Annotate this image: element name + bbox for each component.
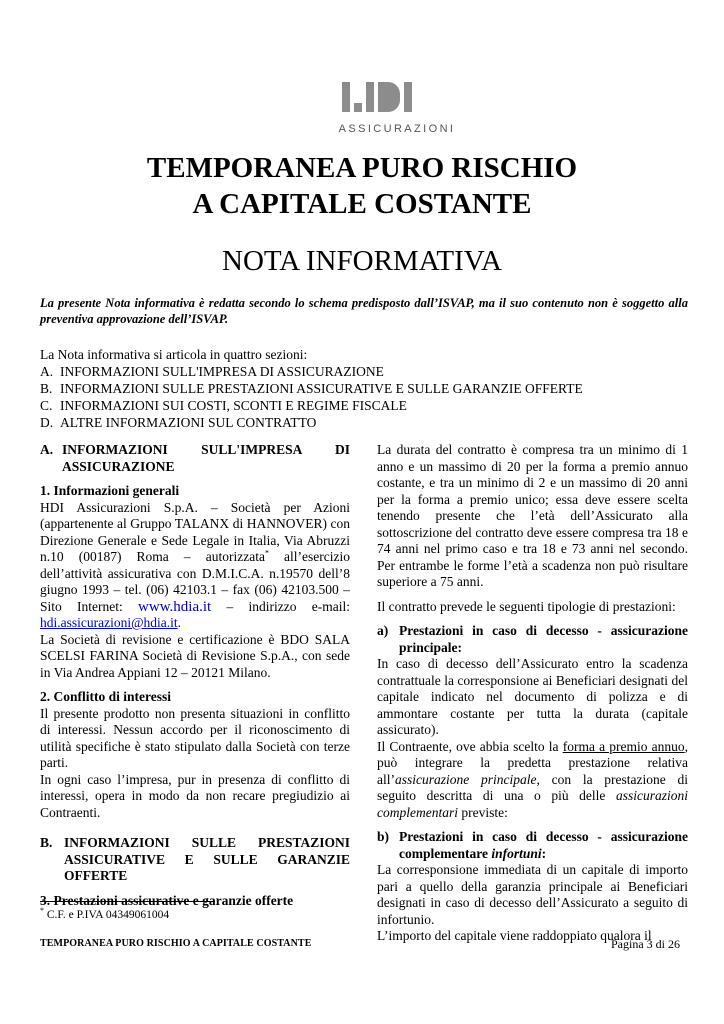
section-item-d: D. ALTRE INFORMAZIONI SUL CONTRATTO	[40, 415, 317, 430]
document-subtitle: NOTA INFORMATIVA	[222, 245, 502, 277]
paragraph-company-info: HDI Assicurazioni S.p.A. – Società per Azioni (appartenente al Gruppo TALANX di HANNOVER) con Direzione Generale e Sede Legale in Italia, Via Abruzzi n.10 (00187) Roma – autorizzata* all’esercizio dell’attività assicurativa con D.M.I.C.A. n.19570 dell’8 giugno 1993 – tel. (06) 42103.1 – fax (06) 42103.500 – Sito Internet: www.hdia.it – indirizzo e-mail: hdi.assicurazioni@hdia.it.	[40, 499, 350, 630]
paragraph-infortuni: La corresponsione immediata di un capitale di importo pari a quello della garanzia principale ai Beneficiari designati in caso di decesso dell’Assicurato a seguito di infortunio.	[377, 862, 688, 927]
section-b-heading: B. INFORMAZIONI SULLE PRESTAZIONI ASSICURATIVE E SULLE GARANZIE OFFERTE	[40, 835, 350, 883]
sections-intro: La Nota informativa si articola in quattro sezioni:	[40, 347, 308, 362]
item-a-heading: a) Prestazioni in caso di decesso - assicurazione principale:	[377, 623, 688, 655]
title-line-1: TEMPORANEA PURO RISCHIO	[146, 152, 578, 184]
footnote: * C.F. e P.IVA 04349061004	[40, 906, 170, 921]
paragraph-raddoppio: L’importo del capitale viene raddoppiato qualora il	[377, 928, 652, 943]
title-line-2: A CAPITALE COSTANTE	[192, 188, 532, 220]
intro-paragraph: La presente Nota informativa è redatta secondo lo schema predisposto dall’ISVAP, ma il suo contenuto non è soggetto alla preventiva approvazione dell’ISVAP.	[40, 296, 688, 326]
company-logo	[0, 82, 724, 135]
paragraph-conflict-2: In ogni caso l’impresa, pur in presenza di conflitto di interessi, opera in modo da non recare pregiudizio ai Contraenti.	[40, 771, 350, 820]
sections-list	[40, 346, 700, 431]
heading-prestazioni: 3. Prestazioni assicurative e garanzie offerte	[40, 892, 294, 908]
section-item-c: C. INFORMAZIONI SUI COSTI, SCONTI E REGIME FISCALE	[40, 398, 407, 413]
right-column	[377, 442, 688, 945]
left-column	[40, 442, 350, 909]
paragraph-decesso: In caso di decesso dell’Assicurato entro la scadenza contrattuale la corresponsione ai Beneficiari designati del capitale indicato nel documento di polizza e di ammontare costante per tutta la durata (capitale assicurato).	[377, 656, 688, 737]
paragraph-durata: La durata del contratto è compresa tra un minimo di 1 anno e un massimo di 20 per la forma a premio annuo costante, e tra un minimo di 2 e un massimo di 20 anni per la forma a premio unico; essa deve essere scelta tenendo presente che l’età dell’Assicurato alla sottoscrizione del contratto deve essere compresa tra 18 e 74 anni nel primo caso e tra 18 e 73 anni nel secondo. Per entrambe le forme l’età a scadenza non può risultare superiore a 75 anni.	[377, 442, 688, 589]
paragraph-tipologie: Il contratto prevede le seguenti tipologie di prestazioni:	[377, 598, 676, 614]
page-number: Pagina 3 di 26	[611, 937, 680, 951]
item-b-heading: b) Prestazioni in caso di decesso - assicurazione complementare infortuni:	[377, 829, 688, 861]
logo-subtitle: ASSICURAZIONI	[338, 123, 456, 135]
document-title	[0, 150, 724, 222]
email-link[interactable]: hdi.assicurazioni@hdia.it	[40, 615, 178, 630]
hdi-logo-mark	[342, 82, 412, 112]
section-item-b: B. INFORMAZIONI SULLE PRESTAZIONI ASSICURATIVE E SULLE GARANZIE OFFERTE	[40, 381, 583, 396]
footer-document-title: TEMPORANEA PURO RISCHIO A CAPITALE COSTANTE	[40, 938, 312, 949]
paragraph-integrazione: Il Contraente, ove abbia scelto la forma a premio annuo, può integrare la predetta prestazione relativa all’assicurazione principale, con la prestazione di seguito descritta di una o più delle assicurazioni complementari previste:	[377, 738, 688, 820]
section-a-heading: A. INFORMAZIONI SULL'IMPRESA DI ASSICURAZIONE	[40, 442, 350, 474]
footnote-divider	[40, 901, 215, 902]
website-link[interactable]: www.hdia.it	[138, 598, 212, 615]
heading-conflitto-interessi: 2. Conflitto di interessi	[40, 689, 171, 704]
paragraph-conflict-1: Il presente prodotto non presenta situazioni in conflitto di interessi. Nessun accordo per il riconoscimento di utilità specifiche è stato stipulato dalla Società con terze parti.	[40, 705, 350, 770]
heading-informazioni-generali: 1. Informazioni generali	[40, 483, 180, 498]
paragraph-auditor: La Società di revisione e certificazione è BDO SALA SCELSI FARINA Società di Revisione S.p.A., con sede in Via Andrea Appiani 12 – 20121 Milano.	[40, 631, 350, 680]
section-item-a: A. INFORMAZIONI SULL'IMPRESA DI ASSICURAZIONE	[40, 364, 384, 379]
